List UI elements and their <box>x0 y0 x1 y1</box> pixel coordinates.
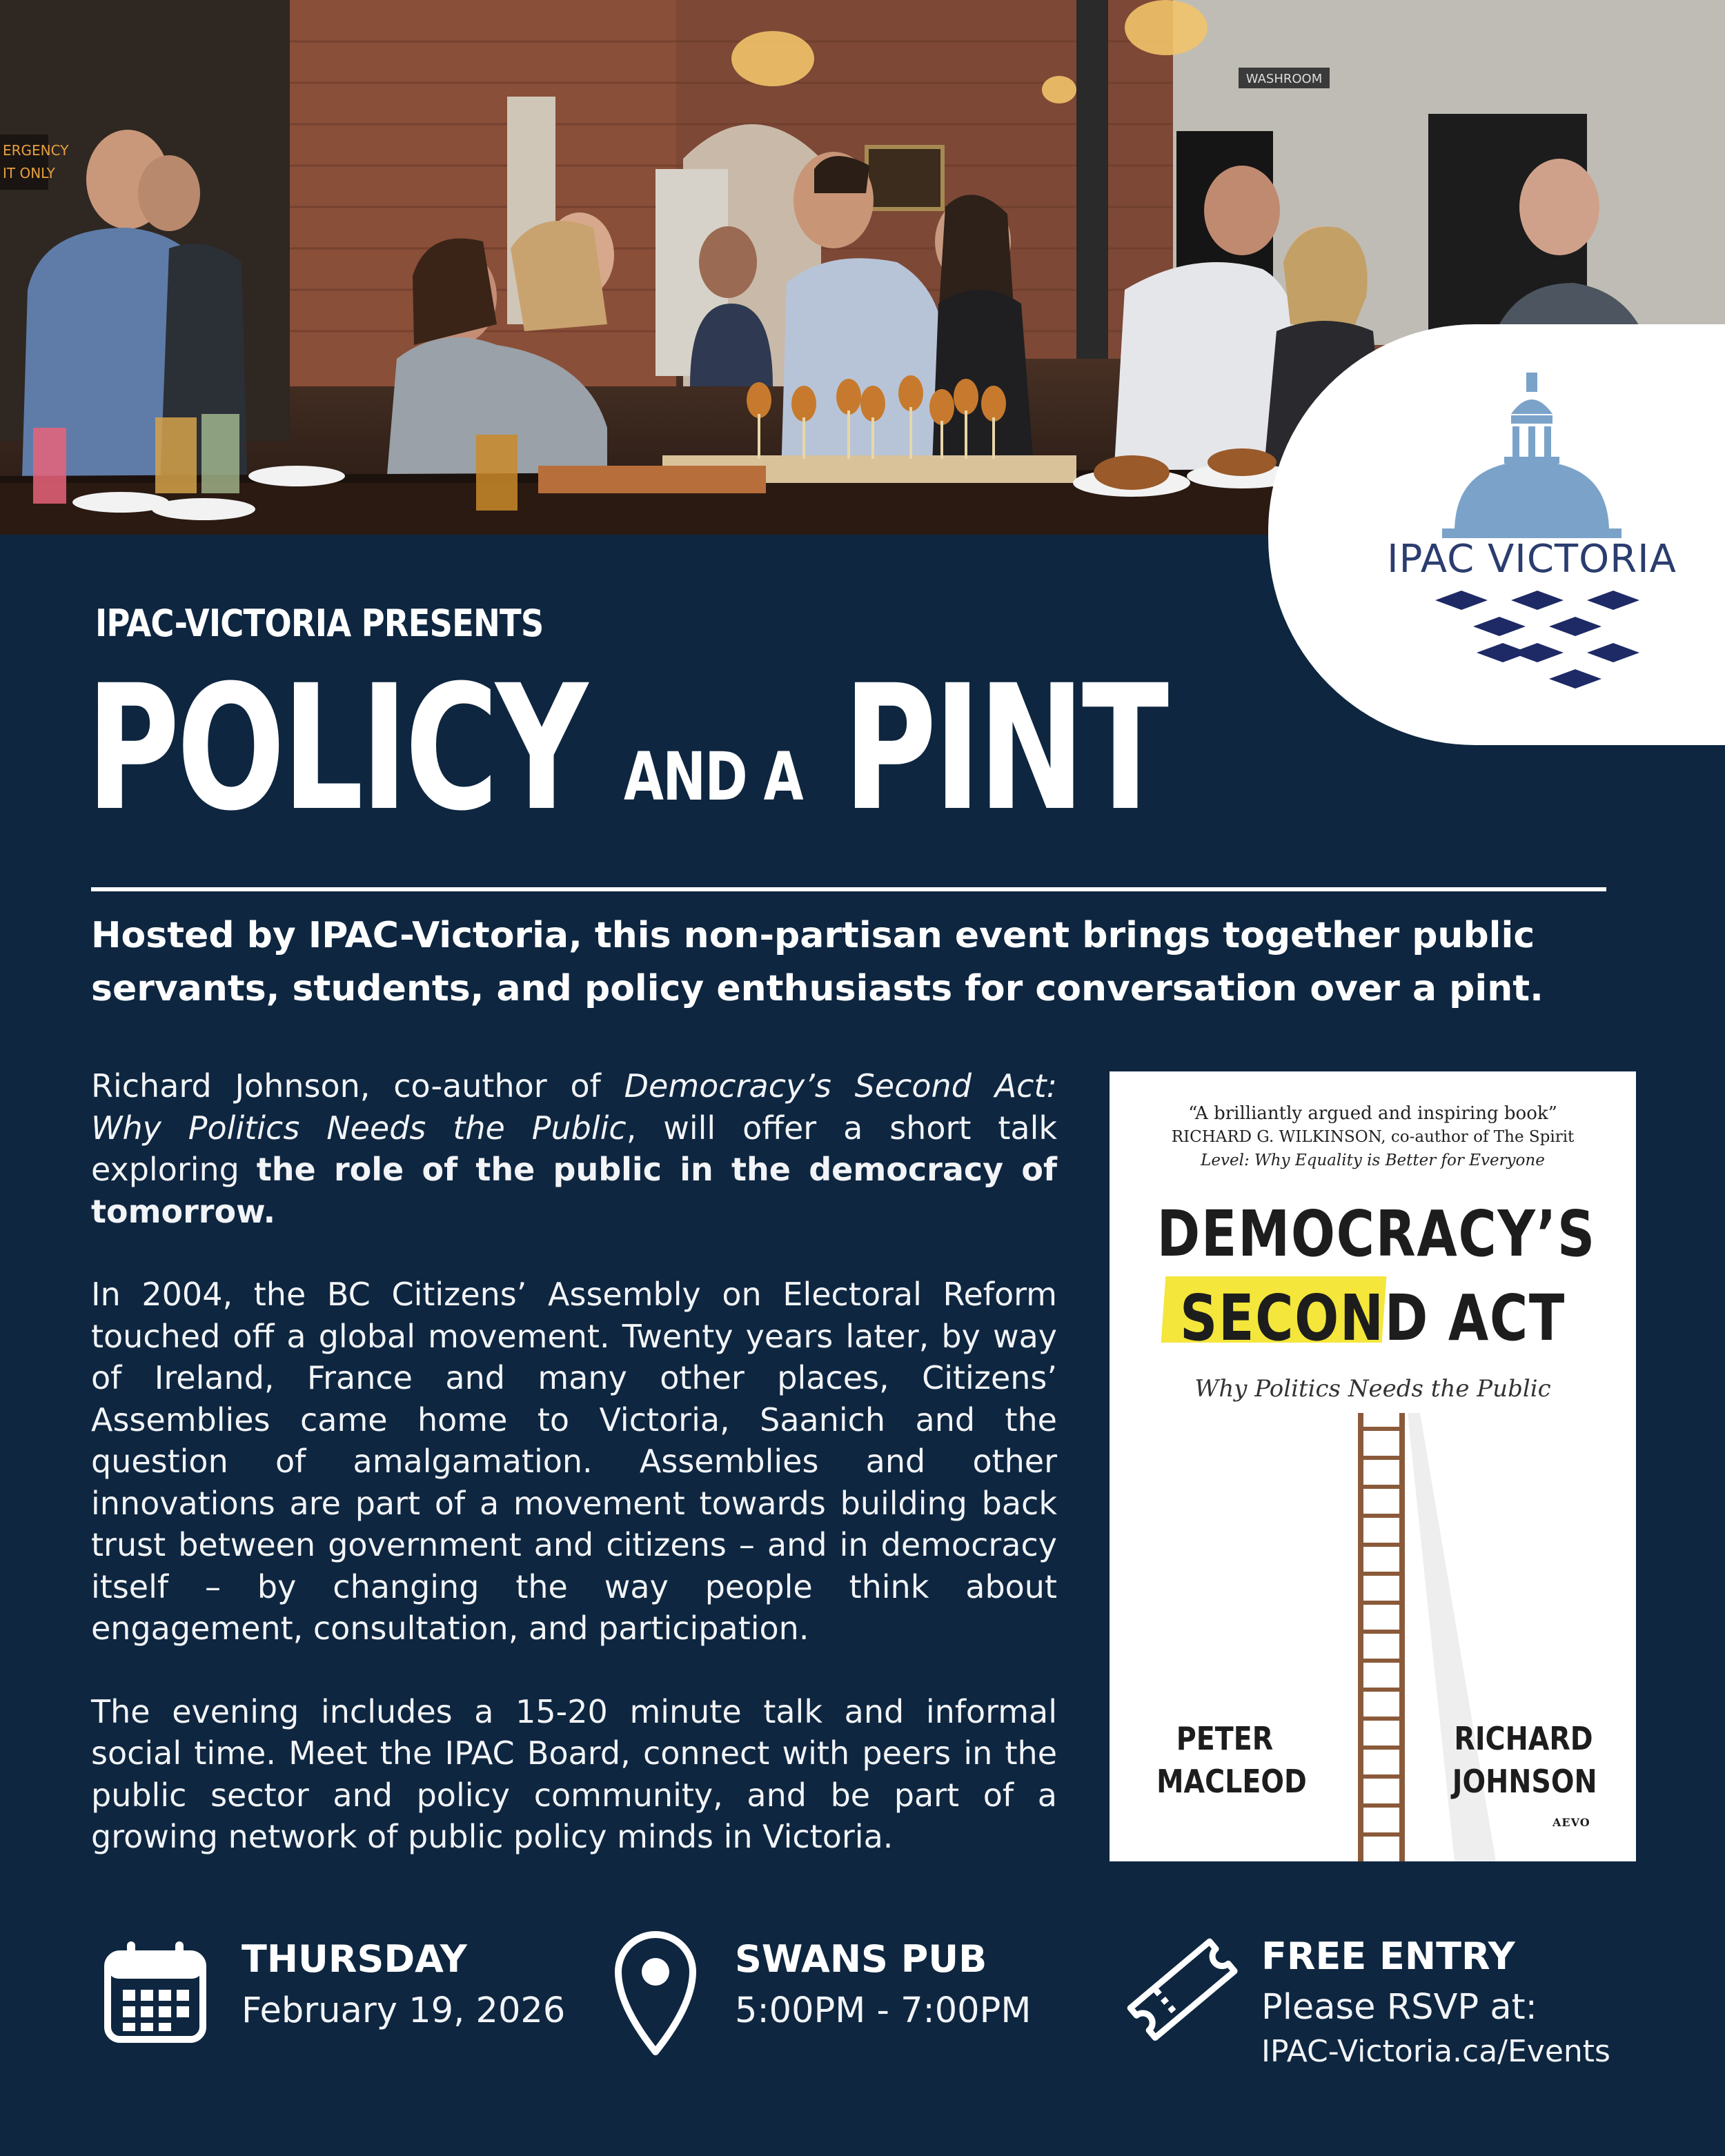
book-quote-attribution-1: RICHARD G. WILKINSON, co-author of The Spirit <box>1171 1128 1575 1146</box>
calendar-icon <box>103 1939 207 2044</box>
author-1-last: MACLEOD <box>1156 1763 1307 1800</box>
talk-topic: the role of the public in the democracy of tomorrow. <box>91 1151 1057 1230</box>
paragraph-background: In 2004, the BC Citizens’ Assembly on Electoral Reform touched off a global movement. Twenty years later, by way of Ireland, France and many other places, Citizens’ Assemblies came home to Victoria, Saanich and the question of amalgamation. Assemblies and other innovations are part of a movement towards building back trust between government and citizens – and in democracy itself – by changing the way people think about engagement, consultation, and participation. <box>91 1276 1057 1647</box>
book-author-1 <box>1156 1717 1307 1803</box>
emergency-sign-line-1: ERGENCY <box>3 142 69 159</box>
presenter-line: IPAC-VICTORIA PRESENTS <box>95 602 544 645</box>
book-title-reference: Democracy’s Second Act: Why Politics Needs the Public <box>91 1067 1057 1147</box>
author-2-first: RICHARD <box>1454 1720 1593 1757</box>
book-quote: “A brilliantly argued and inspiring book” <box>1188 1103 1557 1124</box>
entry-fee: FREE ENTRY <box>1261 1935 1515 1978</box>
book-subtitle: Why Politics Needs the Public <box>1194 1375 1551 1403</box>
book-cover <box>1110 1071 1636 1861</box>
book-title-line-2: SECOND ACT <box>1179 1281 1566 1355</box>
event-date: February 19, 2026 <box>241 1990 566 2031</box>
speaker-text: Richard Johnson, co-author of <box>91 1067 624 1105</box>
paragraph-evening: The evening includes a 15-20 minute talk and informal social time. Meet the IPAC Board, connect with peers in the public sector and policy community, and be part of a growing network of public policy minds in Victoria. <box>91 1692 1057 1855</box>
book-title-line-1: DEMOCRACY’S <box>1156 1197 1596 1271</box>
title-connector: AND A <box>624 738 802 815</box>
title-pint: PINT <box>843 648 1166 849</box>
author-1-first: PETER <box>1176 1720 1274 1757</box>
title-divider <box>91 887 1606 891</box>
book-publisher: AEVO <box>1552 1816 1590 1829</box>
paragraph-speaker <box>91 1065 1057 1232</box>
ipac-dome-logo-icon <box>1408 366 1670 690</box>
intro-text <box>91 909 1623 1016</box>
speaker-text-2: , will offer a short talk exploring <box>91 1109 1057 1188</box>
intro-line-1: Hosted by IPAC-Victoria, this non-partisan event brings together public <box>91 915 1535 956</box>
washroom-sign: WASHROOM <box>1245 72 1323 86</box>
ticket-icon <box>1123 1937 1241 2041</box>
rsvp-prompt: Please RSVP at: <box>1261 1987 1537 2028</box>
emergency-sign-line-2: IT ONLY <box>3 165 55 181</box>
event-time: 5:00PM - 7:00PM <box>735 1990 1032 2031</box>
intro-line-2: servants, students, and policy enthusiasts for conversation over a pint. <box>91 968 1544 1009</box>
title-policy: POLICY <box>86 648 585 849</box>
event-day: THURSDAY <box>241 1937 467 1981</box>
book-endorsement <box>1110 1102 1636 1172</box>
book-quote-attribution-2: Level: Why Equality is Better for Everyone <box>1201 1151 1545 1169</box>
venue-name: SWANS PUB <box>735 1937 987 1981</box>
logo-text: IPAC VICTORIA <box>1387 537 1677 582</box>
author-2-last: JOHNSON <box>1452 1763 1597 1800</box>
rsvp-link[interactable]: IPAC-Victoria.ca/Events <box>1261 2034 1610 2069</box>
event-description <box>91 1065 1057 1899</box>
location-pin-icon <box>613 1929 698 2057</box>
book-author-2 <box>1452 1717 1595 1803</box>
